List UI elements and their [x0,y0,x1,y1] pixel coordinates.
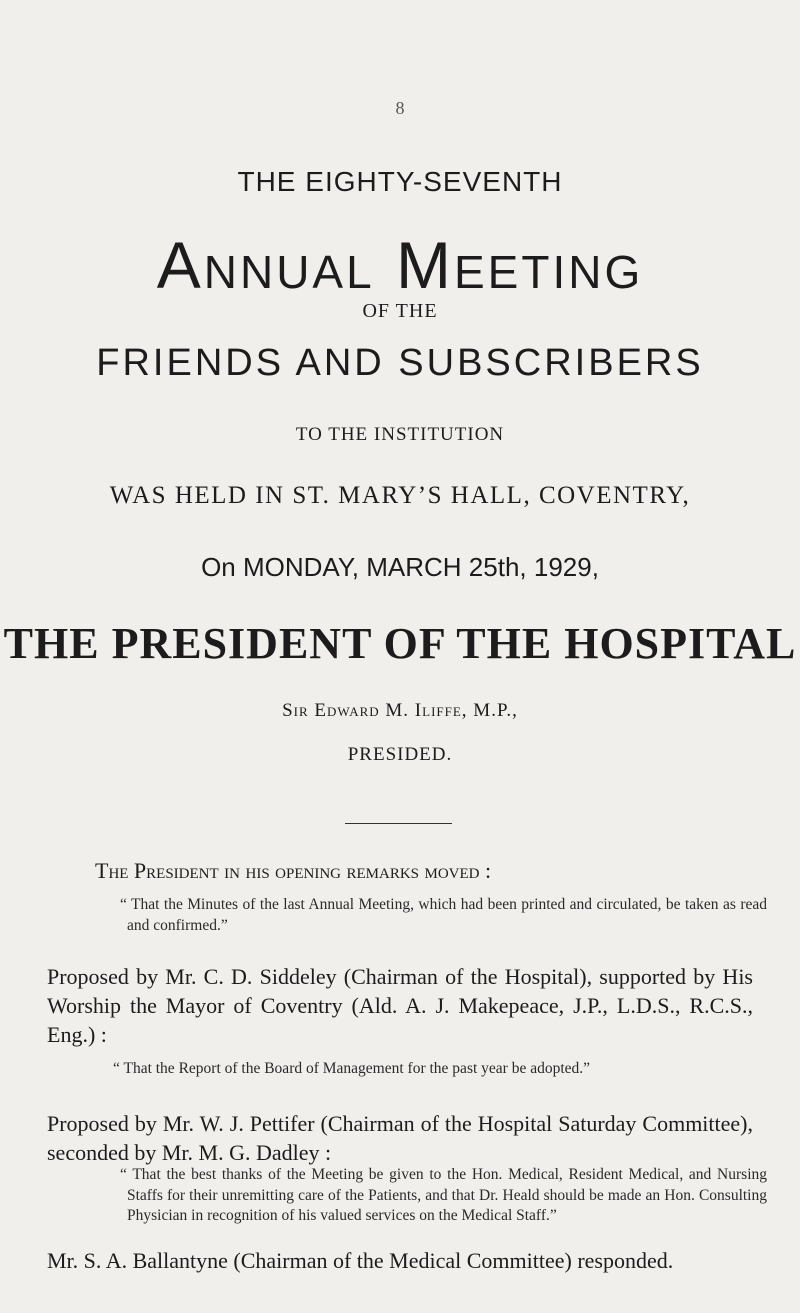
motion-1-intro: The President in his opening remarks moved : [95,858,492,883]
motion-3-quote: “ That the best thanks of the Meeting be given to the Hon. Medical, Resident Medical, and Nursing Staffs for their unremitting care of the Patients, and that Dr. Heald should be made an Hon. Consulting Physician in recognition of his valued services on the Medical Staff.” [120,1166,767,1224]
heading-president-name: Sir Edward M. Iliffe, M.P., [282,700,518,721]
heading-president: THE PRESIDENT OF THE HOSPITAL [3,619,797,668]
response-paragraph: Mr. S. A. Ballantyne (Chairman of the Medical Committee) responded. [47,1248,674,1273]
motion-3-intro: Proposed by Mr. W. J. Pettifer (Chairman of the Hospital Saturday Committee), seconded by Mr. M. G. Dadley : [47,1111,753,1165]
heading-presided: PRESIDED. [347,744,453,765]
heading-line-3: OF THE [362,300,438,322]
divider-rule [345,823,452,824]
heading-annual-meeting: Annual Meeting [156,228,644,302]
heading-line-1: THE EIGHTY-SEVENTH [237,166,563,197]
heading-venue: WAS HELD IN ST. MARY’S HALL, COVENTRY, [109,482,691,509]
motion-1-quote: “ That the Minutes of the last Annual Meeting, which had been printed and circulated, be taken as read and confirmed.” [120,896,767,934]
heading-line-5: TO THE INSTITUTION [295,424,505,445]
motion-2-quote: “ That the Report of the Board of Management for the past year be adopted.” [113,1060,591,1077]
heading-friends-subscribers: FRIENDS AND SUBSCRIBERS [96,342,704,384]
heading-date: On MONDAY, MARCH 25th, 1929, [201,552,599,582]
page-number: 8 [395,98,405,118]
motion-2-intro: Proposed by Mr. C. D. Siddeley (Chairman of the Hospital), supported by His Worship the Mayor of Coventry (Ald. A. J. Makepeace, J.P., L.D.S., R.C.S., Eng.) : [47,964,753,1047]
